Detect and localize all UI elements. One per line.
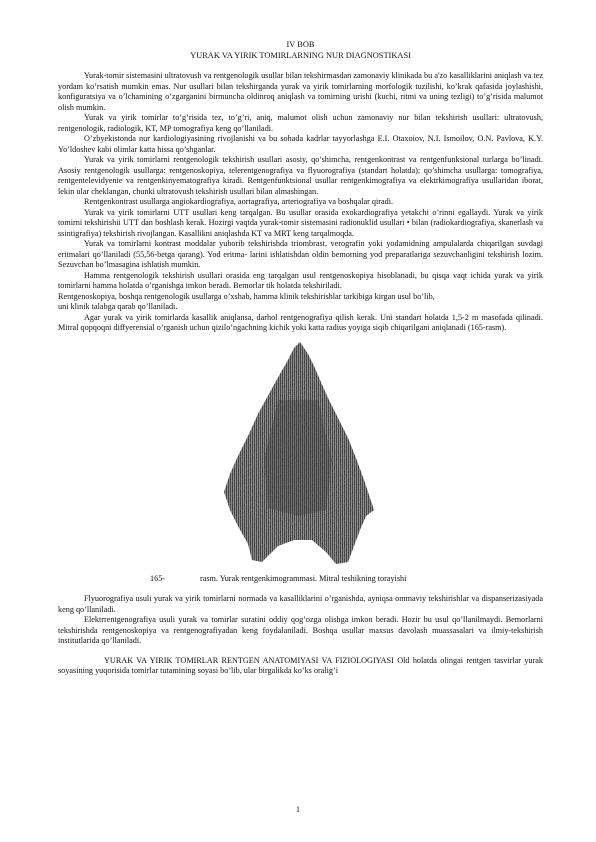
paragraph: Flyuorografiya usuli yurak va yirik tomirlarni normada va kasalliklarini o’rganishda, ayniqsa ommaviy tekshirishlar va dispanserizasiyada keng qo’llaniladi. <box>58 594 543 614</box>
paragraph: Rentgenoskopiya, boshqa rentgenologik usullarga o’xshab, hamma klinik tekshirishlar tarkibiga kirgan usul bo’lib, <box>58 291 435 301</box>
paragraph: Elektrrentgenografiya usuli yurak va tomirlar suratini oddiy qog’ozga olishga imkon beradi. Hozir bu usul qo’llanilmaydi. Bemorlarni tekshirishda rentgenoskopiya va rentgenografiyadan keng foydalaniladi. Boshqa usullar maxsus davolash muassasalari va ilmiy-tekshirish institutlarida qo’llaniladi. <box>58 615 543 646</box>
paragraph: O’zbyekistonda nur kardiologiyasining rivojlanishi va bu sohada kadrlar tayyorlashga E.I. Otaxoiov, N.I. Ismoilov, O.N. Pavlova, K.Y. Yo’ldoshev kabi olimlar katta hissa qo’shganlar. <box>58 134 543 154</box>
chapter-title: YURAK VA YIRIK TOMIRLARNING NUR DIAGNOSTIKASI <box>190 50 411 60</box>
paragraph: uni klinik talabga qarab qo’llaniladi. <box>58 302 178 312</box>
figure-number: 165- <box>150 573 166 583</box>
paragraph: Yurak va yirik tomirlar to’g’risida tez, to’g’ri, aniq, malumot olish uchun zamonaviy nur bilan tekshirish usullari: ultratovush, rentgenologik, radiologik, KT, MP tomografiya keng qo’llaniladi. <box>58 113 543 133</box>
spacer <box>58 61 543 71</box>
paragraph: Yurak-tomir sistemasini ultratovush va rentgenologik usullar bilan tekshirmasdan zamonaviy klinikada bu a'zo kasalliklarini aniqlash va tez yordam ko’rsatish mumkin emas. Nur usullari bilan tekshirganda yurak va yirik tomirlarning morfologik tuzilishi, ko’krak qafasida joylashishi, konfiguratsiya va o’lchamining o’zgarganini birmuncha oldinroq aniqlash va tomirning urishi (kuchi, ritmi va uning tezligi) to’g’risida malumot olish mumkin. <box>58 71 543 112</box>
figure-caption-text: rasm. Yurak rentgenkimogrammasi. Mitral teshikning torayishi <box>200 573 407 583</box>
page-number: 1 <box>296 805 300 814</box>
paragraph: Yurak va yirik tomirlarni UTT usullari keng tarqalgan. Bu usullar orasida exokardiografiya yetakchi o’rinni egallaydi. Yurak va yirik tomirni tekshirishii UTT dan boshlash kerak. Hozirgi vaqtda yurak-tomir sistemasini radionuklid usullari • bilan (radiokardiografiya, skanerlash va ssintigrafiya) tekshirish rivojlangan. Kasallikni aniqlashda KT va MRT keng tarqalmoqda. <box>58 207 543 238</box>
document-page <box>58 40 543 677</box>
kymogram-figure <box>58 340 543 570</box>
paragraph: Yurak va tomirlarni kontrast moddalar yuborib tekshirishda triombrast, verografin yoki yodamidning ampulalarda chiqarilgan suvdagi eritmalari qo’llaniladi (55,56-betga qarang). Yod eritma- larini ishlatishdan oldin bemorning yod preparatlariga sezuvchanligini tekshirish lozim. Sezuvchan bo’lmasagina ishlatish mumkin. <box>58 239 543 270</box>
paragraph: Yurak va yirik tomirlarni rentgenologik tekshirish usullari asosiy, qo’shimcha, rentgenkontrast va rentgenfunksional turlarga bo’linadi. Asosiy rentgenologik usullarga: rentgenoskopiya, telerentgenografiya va flyuorografiya (standart holatda); qo’shimcha usullarga: tomografiya, rentgentelevidyenie va rentgenkinyematografiya kiradi. Rentgenfunktsional usullar rentgenkimografiya va elektrkimografiya usullaridan iborat, lekin ular cheklangan, chunki ultratovush tekshirish usullari bilan almashingan. <box>58 155 543 196</box>
heart-core-shading <box>264 400 332 516</box>
spacer <box>58 647 543 656</box>
paragraph: Hamma rentgenologik tekshirish usullari orasida eng tarqalgan usul rentgenoskopiya hisoblanadi, bu qisqa vaqt ichida yurak va yirik tomirlarni hamma holatda o’rganishga imkon beradi. Bemorlar tik holatda tekshiriladi. <box>58 270 543 291</box>
section-paragraph: YURAK VA YIRIK TOMIRLAR RENTGEN ANATOMIYASI VA FIZIOLOGIYASI Old holatda olingai rentgen tasvirlar yurak soyasining yuqorisida tomirlar tutamining soyasi bo’lib, ular birgalikda ko’ks oralig’i <box>58 655 543 676</box>
paragraph: Agar yurak va yirik tomirlarda kasallik aniqlansa, darhol rentgenografiya qilish kerak. Uni standart holatda 1,5-2 m masofada qilinadi. Mitral qopqoqni diffyerensial o’rganish uchun qizilo’ngachning kichik yoki katta radius yoyiga siqib chiqarilgani aniqlanadi (165-rasm). <box>58 312 543 333</box>
paragraph: Rentgenkontrast usullarga angiokardiografiya, aortagrafiya, arteriografiya va boshqalar qiradi. <box>84 197 394 207</box>
kymogram-image <box>208 340 388 568</box>
chapter-label: IV BOB <box>286 40 315 49</box>
figure-caption <box>58 574 543 585</box>
